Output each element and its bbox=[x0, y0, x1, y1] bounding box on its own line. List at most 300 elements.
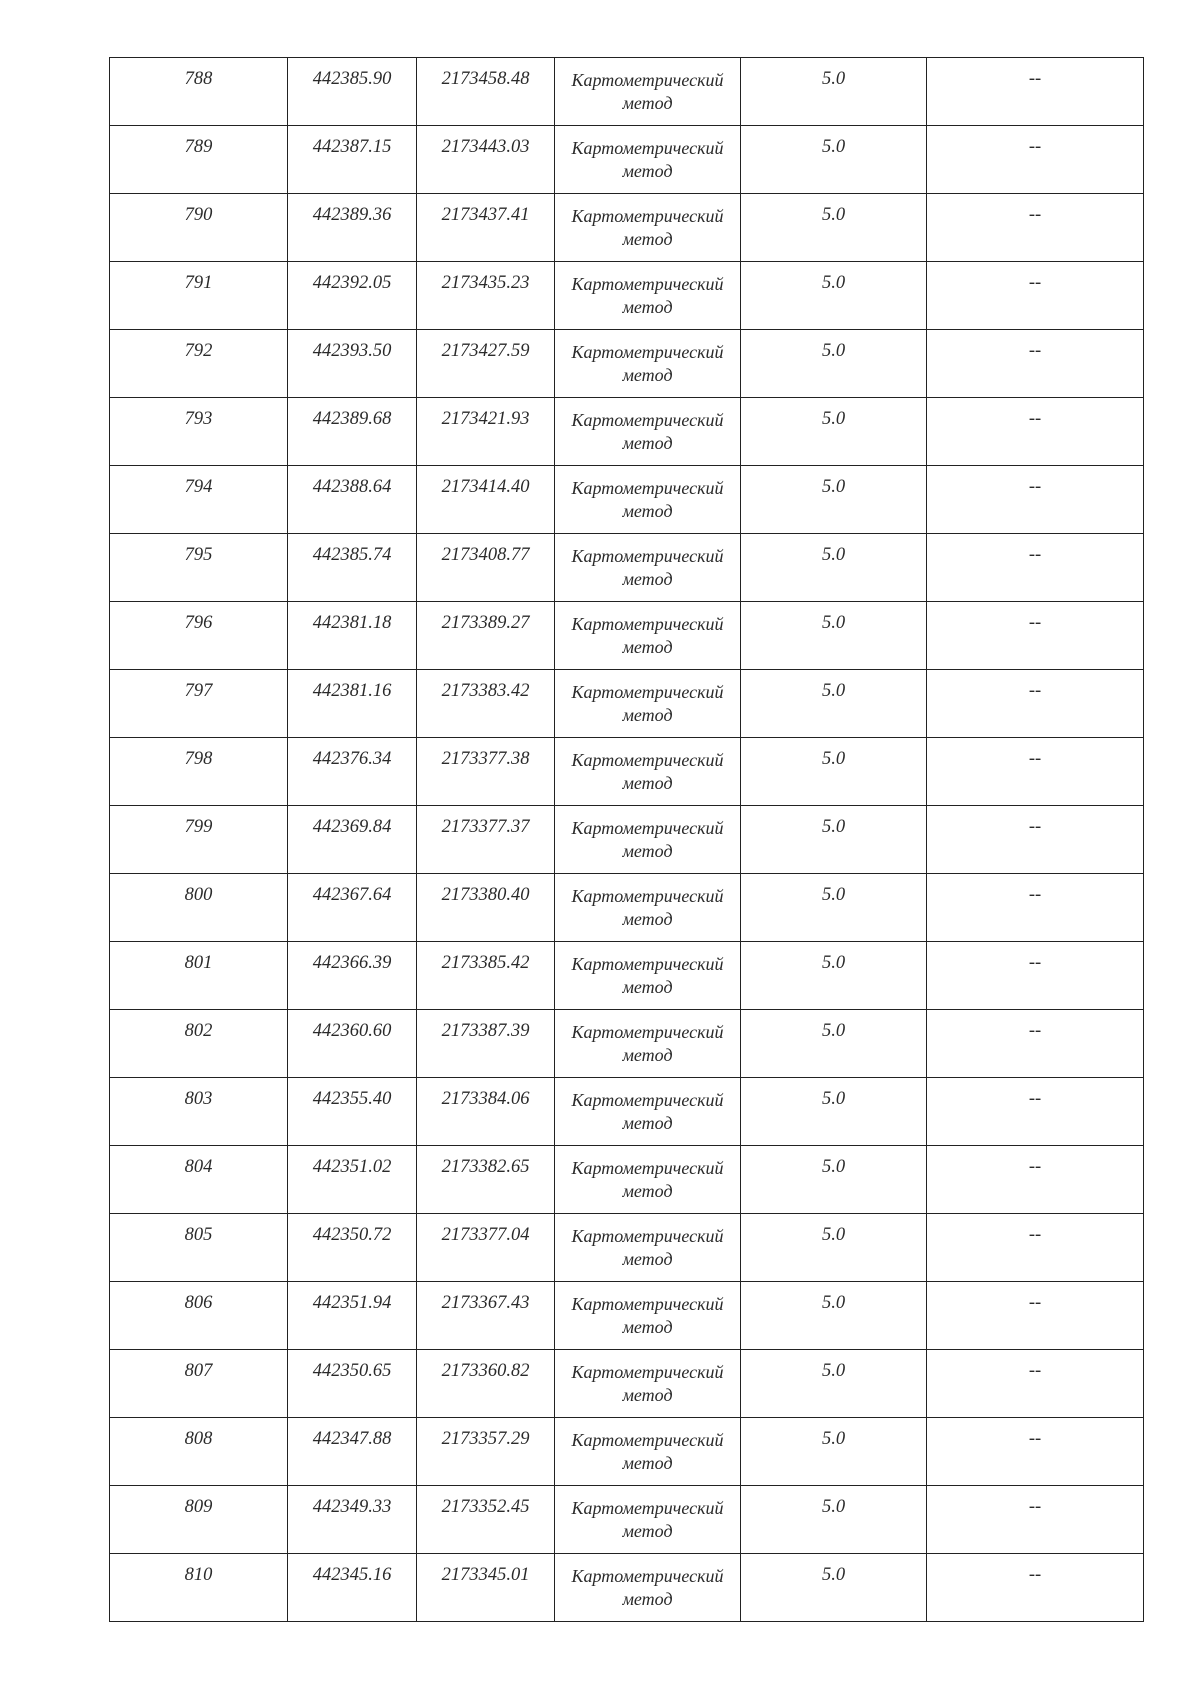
method-cell-text: Картометрический метод bbox=[571, 954, 724, 997]
accuracy-cell bbox=[741, 1418, 927, 1486]
table-row bbox=[110, 806, 1144, 874]
x-coordinate-cell bbox=[288, 602, 417, 670]
point-number-cell bbox=[110, 262, 288, 330]
method-cell bbox=[555, 126, 741, 194]
accuracy-cell-text: 5.0 bbox=[821, 885, 846, 905]
accuracy-cell bbox=[741, 1010, 927, 1078]
point-number-cell bbox=[110, 398, 288, 466]
point-number-cell bbox=[110, 1010, 288, 1078]
y-coordinate-cell bbox=[417, 1486, 555, 1554]
point-number-cell bbox=[110, 1486, 288, 1554]
accuracy-cell bbox=[741, 602, 927, 670]
note-cell bbox=[927, 738, 1144, 806]
accuracy-cell bbox=[741, 466, 927, 534]
method-cell bbox=[555, 1214, 741, 1282]
point-number-cell-text: 800 bbox=[184, 885, 213, 905]
note-cell-text: -- bbox=[1028, 885, 1042, 905]
x-coordinate-cell-text: 442392.05 bbox=[312, 273, 392, 293]
accuracy-cell bbox=[741, 1078, 927, 1146]
note-cell-text: -- bbox=[1028, 477, 1042, 497]
note-cell-text: -- bbox=[1028, 953, 1042, 973]
y-coordinate-cell-text: 2173357.29 bbox=[441, 1429, 530, 1449]
table-row bbox=[110, 942, 1144, 1010]
table-row bbox=[110, 738, 1144, 806]
note-cell bbox=[927, 126, 1144, 194]
accuracy-cell bbox=[741, 398, 927, 466]
y-coordinate-cell-text: 2173380.40 bbox=[441, 885, 530, 905]
note-cell-text: -- bbox=[1028, 1021, 1042, 1041]
accuracy-cell bbox=[741, 942, 927, 1010]
method-cell bbox=[555, 330, 741, 398]
x-coordinate-cell-text: 442389.36 bbox=[312, 205, 392, 225]
accuracy-cell bbox=[741, 1350, 927, 1418]
accuracy-cell-text: 5.0 bbox=[821, 1429, 846, 1449]
point-number-cell bbox=[110, 1418, 288, 1486]
accuracy-cell bbox=[741, 262, 927, 330]
note-cell-text: -- bbox=[1028, 273, 1042, 293]
method-cell bbox=[555, 602, 741, 670]
x-coordinate-cell-text: 442376.34 bbox=[312, 749, 392, 769]
y-coordinate-cell bbox=[417, 602, 555, 670]
accuracy-cell-text: 5.0 bbox=[821, 1021, 846, 1041]
note-cell-text: -- bbox=[1028, 749, 1042, 769]
x-coordinate-cell-text: 442381.18 bbox=[312, 613, 392, 633]
x-coordinate-cell-text: 442366.39 bbox=[312, 953, 392, 973]
y-coordinate-cell bbox=[417, 126, 555, 194]
y-coordinate-cell bbox=[417, 58, 555, 126]
table-row bbox=[110, 466, 1144, 534]
accuracy-cell-text: 5.0 bbox=[821, 409, 846, 429]
method-cell-text: Картометрический метод bbox=[571, 682, 724, 725]
method-cell bbox=[555, 194, 741, 262]
method-cell bbox=[555, 1486, 741, 1554]
table-row bbox=[110, 126, 1144, 194]
y-coordinate-cell-text: 2173352.45 bbox=[441, 1497, 530, 1517]
point-number-cell-text: 808 bbox=[184, 1429, 213, 1449]
x-coordinate-cell-text: 442385.74 bbox=[312, 545, 392, 565]
table-row bbox=[110, 1282, 1144, 1350]
x-coordinate-cell-text: 442369.84 bbox=[312, 817, 392, 837]
method-cell-text: Картометрический метод bbox=[571, 1294, 724, 1337]
y-coordinate-cell-text: 2173435.23 bbox=[441, 273, 530, 293]
accuracy-cell-text: 5.0 bbox=[821, 273, 846, 293]
y-coordinate-cell bbox=[417, 1350, 555, 1418]
accuracy-cell bbox=[741, 58, 927, 126]
x-coordinate-cell-text: 442389.68 bbox=[312, 409, 392, 429]
y-coordinate-cell bbox=[417, 534, 555, 602]
note-cell-text: -- bbox=[1028, 613, 1042, 633]
accuracy-cell bbox=[741, 534, 927, 602]
note-cell bbox=[927, 1010, 1144, 1078]
method-cell bbox=[555, 942, 741, 1010]
point-number-cell bbox=[110, 126, 288, 194]
note-cell-text: -- bbox=[1028, 137, 1042, 157]
y-coordinate-cell bbox=[417, 330, 555, 398]
method-cell-text: Картометрический метод bbox=[571, 1430, 724, 1473]
note-cell bbox=[927, 602, 1144, 670]
accuracy-cell bbox=[741, 194, 927, 262]
accuracy-cell bbox=[741, 1282, 927, 1350]
point-number-cell bbox=[110, 1282, 288, 1350]
point-number-cell-text: 806 bbox=[184, 1293, 213, 1313]
method-cell-text: Картометрический метод bbox=[571, 1158, 724, 1201]
method-cell-text: Картометрический метод bbox=[571, 818, 724, 861]
y-coordinate-cell bbox=[417, 466, 555, 534]
point-number-cell bbox=[110, 942, 288, 1010]
note-cell bbox=[927, 398, 1144, 466]
accuracy-cell bbox=[741, 874, 927, 942]
point-number-cell bbox=[110, 194, 288, 262]
accuracy-cell bbox=[741, 1146, 927, 1214]
y-coordinate-cell-text: 2173385.42 bbox=[441, 953, 530, 973]
x-coordinate-cell-text: 442350.72 bbox=[312, 1225, 392, 1245]
x-coordinate-cell bbox=[288, 1146, 417, 1214]
y-coordinate-cell-text: 2173384.06 bbox=[441, 1089, 530, 1109]
accuracy-cell-text: 5.0 bbox=[821, 1497, 846, 1517]
accuracy-cell bbox=[741, 806, 927, 874]
y-coordinate-cell bbox=[417, 262, 555, 330]
note-cell-text: -- bbox=[1028, 1157, 1042, 1177]
method-cell-text: Картометрический метод bbox=[571, 1566, 724, 1609]
method-cell bbox=[555, 1078, 741, 1146]
accuracy-cell bbox=[741, 1486, 927, 1554]
table-row bbox=[110, 1418, 1144, 1486]
x-coordinate-cell bbox=[288, 1214, 417, 1282]
method-cell-text: Картометрический метод bbox=[571, 206, 724, 249]
x-coordinate-cell-text: 442351.94 bbox=[312, 1293, 392, 1313]
y-coordinate-cell-text: 2173389.27 bbox=[441, 613, 530, 633]
note-cell bbox=[927, 330, 1144, 398]
table-row bbox=[110, 602, 1144, 670]
table-row bbox=[110, 194, 1144, 262]
note-cell bbox=[927, 1350, 1144, 1418]
note-cell bbox=[927, 670, 1144, 738]
note-cell-text: -- bbox=[1028, 1497, 1042, 1517]
method-cell-text: Картометрический метод bbox=[571, 274, 724, 317]
y-coordinate-cell-text: 2173377.37 bbox=[441, 817, 530, 837]
method-cell bbox=[555, 806, 741, 874]
note-cell bbox=[927, 466, 1144, 534]
accuracy-cell-text: 5.0 bbox=[821, 1157, 846, 1177]
x-coordinate-cell bbox=[288, 194, 417, 262]
x-coordinate-cell bbox=[288, 1010, 417, 1078]
y-coordinate-cell bbox=[417, 1418, 555, 1486]
note-cell bbox=[927, 194, 1144, 262]
y-coordinate-cell-text: 2173377.04 bbox=[441, 1225, 530, 1245]
point-number-cell-text: 792 bbox=[184, 341, 213, 361]
accuracy-cell-text: 5.0 bbox=[821, 749, 846, 769]
note-cell-text: -- bbox=[1028, 69, 1042, 89]
method-cell-text: Картометрический метод bbox=[571, 70, 724, 113]
method-cell bbox=[555, 466, 741, 534]
point-number-cell-text: 789 bbox=[184, 137, 213, 157]
x-coordinate-cell bbox=[288, 1486, 417, 1554]
accuracy-cell-text: 5.0 bbox=[821, 205, 846, 225]
x-coordinate-cell bbox=[288, 1078, 417, 1146]
note-cell bbox=[927, 1282, 1144, 1350]
accuracy-cell-text: 5.0 bbox=[821, 953, 846, 973]
method-cell bbox=[555, 1010, 741, 1078]
point-number-cell bbox=[110, 738, 288, 806]
y-coordinate-cell-text: 2173345.01 bbox=[441, 1565, 530, 1585]
accuracy-cell bbox=[741, 1554, 927, 1622]
note-cell bbox=[927, 1486, 1144, 1554]
note-cell bbox=[927, 1214, 1144, 1282]
table-row bbox=[110, 398, 1144, 466]
method-cell bbox=[555, 1418, 741, 1486]
method-cell-text: Картометрический метод bbox=[571, 410, 724, 453]
accuracy-cell-text: 5.0 bbox=[821, 1361, 846, 1381]
x-coordinate-cell-text: 442355.40 bbox=[312, 1089, 392, 1109]
x-coordinate-cell-text: 442351.02 bbox=[312, 1157, 392, 1177]
table-row bbox=[110, 874, 1144, 942]
x-coordinate-cell-text: 442387.15 bbox=[312, 137, 392, 157]
x-coordinate-cell-text: 442381.16 bbox=[312, 681, 392, 701]
method-cell-text: Картометрический метод bbox=[571, 342, 724, 385]
y-coordinate-cell-text: 2173383.42 bbox=[441, 681, 530, 701]
accuracy-cell-text: 5.0 bbox=[821, 137, 846, 157]
y-coordinate-cell-text: 2173421.93 bbox=[441, 409, 530, 429]
x-coordinate-cell bbox=[288, 670, 417, 738]
table-row bbox=[110, 1078, 1144, 1146]
y-coordinate-cell bbox=[417, 670, 555, 738]
note-cell bbox=[927, 1078, 1144, 1146]
y-coordinate-cell bbox=[417, 1554, 555, 1622]
x-coordinate-cell bbox=[288, 398, 417, 466]
x-coordinate-cell bbox=[288, 58, 417, 126]
point-number-cell-text: 809 bbox=[184, 1497, 213, 1517]
table-row bbox=[110, 1486, 1144, 1554]
method-cell-text: Картометрический метод bbox=[571, 1022, 724, 1065]
point-number-cell-text: 796 bbox=[184, 613, 213, 633]
y-coordinate-cell-text: 2173427.59 bbox=[441, 341, 530, 361]
point-number-cell-text: 807 bbox=[184, 1361, 213, 1381]
point-number-cell-text: 798 bbox=[184, 749, 213, 769]
note-cell-text: -- bbox=[1028, 817, 1042, 837]
accuracy-cell bbox=[741, 126, 927, 194]
y-coordinate-cell bbox=[417, 806, 555, 874]
note-cell-text: -- bbox=[1028, 341, 1042, 361]
accuracy-cell-text: 5.0 bbox=[821, 817, 846, 837]
x-coordinate-cell bbox=[288, 738, 417, 806]
point-number-cell bbox=[110, 670, 288, 738]
point-number-cell bbox=[110, 534, 288, 602]
table-row bbox=[110, 58, 1144, 126]
x-coordinate-cell-text: 442385.90 bbox=[312, 69, 392, 89]
note-cell-text: -- bbox=[1028, 409, 1042, 429]
x-coordinate-cell-text: 442349.33 bbox=[312, 1497, 392, 1517]
point-number-cell bbox=[110, 58, 288, 126]
accuracy-cell-text: 5.0 bbox=[821, 681, 846, 701]
note-cell bbox=[927, 942, 1144, 1010]
y-coordinate-cell-text: 2173458.48 bbox=[441, 69, 530, 89]
note-cell-text: -- bbox=[1028, 1429, 1042, 1449]
x-coordinate-cell bbox=[288, 1350, 417, 1418]
table-row bbox=[110, 534, 1144, 602]
note-cell bbox=[927, 1418, 1144, 1486]
note-cell bbox=[927, 874, 1144, 942]
method-cell bbox=[555, 1146, 741, 1214]
x-coordinate-cell bbox=[288, 262, 417, 330]
coordinates-table-body bbox=[110, 58, 1144, 1622]
accuracy-cell bbox=[741, 738, 927, 806]
method-cell bbox=[555, 58, 741, 126]
note-cell-text: -- bbox=[1028, 1225, 1042, 1245]
y-coordinate-cell bbox=[417, 1078, 555, 1146]
method-cell bbox=[555, 262, 741, 330]
table-row bbox=[110, 670, 1144, 738]
x-coordinate-cell-text: 442347.88 bbox=[312, 1429, 392, 1449]
y-coordinate-cell-text: 2173414.40 bbox=[441, 477, 530, 497]
point-number-cell-text: 801 bbox=[184, 953, 213, 973]
x-coordinate-cell bbox=[288, 942, 417, 1010]
coordinates-table bbox=[109, 57, 1144, 1622]
accuracy-cell-text: 5.0 bbox=[821, 545, 846, 565]
accuracy-cell bbox=[741, 1214, 927, 1282]
accuracy-cell bbox=[741, 670, 927, 738]
x-coordinate-cell bbox=[288, 1282, 417, 1350]
point-number-cell-text: 795 bbox=[184, 545, 213, 565]
table-row bbox=[110, 1554, 1144, 1622]
point-number-cell-text: 793 bbox=[184, 409, 213, 429]
x-coordinate-cell bbox=[288, 126, 417, 194]
x-coordinate-cell bbox=[288, 1554, 417, 1622]
note-cell bbox=[927, 534, 1144, 602]
note-cell-text: -- bbox=[1028, 205, 1042, 225]
note-cell-text: -- bbox=[1028, 1565, 1042, 1585]
note-cell bbox=[927, 1554, 1144, 1622]
y-coordinate-cell-text: 2173387.39 bbox=[441, 1021, 530, 1041]
point-number-cell bbox=[110, 874, 288, 942]
point-number-cell bbox=[110, 1214, 288, 1282]
y-coordinate-cell-text: 2173367.43 bbox=[441, 1293, 530, 1313]
table-row bbox=[110, 330, 1144, 398]
y-coordinate-cell-text: 2173437.41 bbox=[441, 205, 530, 225]
method-cell-text: Картометрический метод bbox=[571, 138, 724, 181]
point-number-cell bbox=[110, 806, 288, 874]
point-number-cell-text: 803 bbox=[184, 1089, 213, 1109]
point-number-cell-text: 794 bbox=[184, 477, 213, 497]
x-coordinate-cell-text: 442345.16 bbox=[312, 1565, 392, 1585]
y-coordinate-cell bbox=[417, 1214, 555, 1282]
point-number-cell-text: 799 bbox=[184, 817, 213, 837]
accuracy-cell-text: 5.0 bbox=[821, 613, 846, 633]
point-number-cell bbox=[110, 330, 288, 398]
x-coordinate-cell bbox=[288, 534, 417, 602]
y-coordinate-cell bbox=[417, 874, 555, 942]
note-cell-text: -- bbox=[1028, 545, 1042, 565]
accuracy-cell-text: 5.0 bbox=[821, 341, 846, 361]
point-number-cell-text: 797 bbox=[184, 681, 213, 701]
y-coordinate-cell bbox=[417, 194, 555, 262]
table-row bbox=[110, 1146, 1144, 1214]
method-cell-text: Картометрический метод bbox=[571, 1090, 724, 1133]
note-cell bbox=[927, 58, 1144, 126]
method-cell bbox=[555, 738, 741, 806]
method-cell-text: Картометрический метод bbox=[571, 614, 724, 657]
x-coordinate-cell-text: 442367.64 bbox=[312, 885, 392, 905]
method-cell-text: Картометрический метод bbox=[571, 886, 724, 929]
method-cell-text: Картометрический метод bbox=[571, 546, 724, 589]
x-coordinate-cell-text: 442388.64 bbox=[312, 477, 392, 497]
table-row bbox=[110, 1350, 1144, 1418]
x-coordinate-cell bbox=[288, 330, 417, 398]
accuracy-cell-text: 5.0 bbox=[821, 69, 846, 89]
point-number-cell-text: 802 bbox=[184, 1021, 213, 1041]
method-cell bbox=[555, 670, 741, 738]
y-coordinate-cell bbox=[417, 398, 555, 466]
point-number-cell-text: 790 bbox=[184, 205, 213, 225]
method-cell bbox=[555, 534, 741, 602]
y-coordinate-cell bbox=[417, 1146, 555, 1214]
method-cell bbox=[555, 398, 741, 466]
x-coordinate-cell bbox=[288, 1418, 417, 1486]
point-number-cell-text: 805 bbox=[184, 1225, 213, 1245]
y-coordinate-cell-text: 2173382.65 bbox=[441, 1157, 530, 1177]
method-cell bbox=[555, 1282, 741, 1350]
y-coordinate-cell-text: 2173408.77 bbox=[441, 545, 530, 565]
method-cell-text: Картометрический метод bbox=[571, 1498, 724, 1541]
note-cell bbox=[927, 1146, 1144, 1214]
y-coordinate-cell bbox=[417, 1010, 555, 1078]
y-coordinate-cell-text: 2173360.82 bbox=[441, 1361, 530, 1381]
point-number-cell-text: 810 bbox=[184, 1565, 213, 1585]
x-coordinate-cell bbox=[288, 806, 417, 874]
note-cell-text: -- bbox=[1028, 1361, 1042, 1381]
point-number-cell bbox=[110, 466, 288, 534]
x-coordinate-cell-text: 442360.60 bbox=[312, 1021, 392, 1041]
note-cell-text: -- bbox=[1028, 1089, 1042, 1109]
x-coordinate-cell-text: 442393.50 bbox=[312, 341, 392, 361]
method-cell-text: Картометрический метод bbox=[571, 750, 724, 793]
point-number-cell bbox=[110, 1554, 288, 1622]
table-row bbox=[110, 1010, 1144, 1078]
point-number-cell-text: 788 bbox=[184, 69, 213, 89]
x-coordinate-cell bbox=[288, 874, 417, 942]
table-row bbox=[110, 1214, 1144, 1282]
note-cell bbox=[927, 806, 1144, 874]
point-number-cell bbox=[110, 1350, 288, 1418]
point-number-cell-text: 804 bbox=[184, 1157, 213, 1177]
note-cell bbox=[927, 262, 1144, 330]
note-cell-text: -- bbox=[1028, 1293, 1042, 1313]
accuracy-cell-text: 5.0 bbox=[821, 1293, 846, 1313]
accuracy-cell-text: 5.0 bbox=[821, 1565, 846, 1585]
point-number-cell bbox=[110, 602, 288, 670]
y-coordinate-cell bbox=[417, 738, 555, 806]
y-coordinate-cell bbox=[417, 942, 555, 1010]
point-number-cell bbox=[110, 1146, 288, 1214]
point-number-cell-text: 791 bbox=[184, 273, 213, 293]
table-row bbox=[110, 262, 1144, 330]
accuracy-cell-text: 5.0 bbox=[821, 1225, 846, 1245]
y-coordinate-cell-text: 2173443.03 bbox=[441, 137, 530, 157]
accuracy-cell-text: 5.0 bbox=[821, 1089, 846, 1109]
method-cell-text: Картометрический метод bbox=[571, 1226, 724, 1269]
accuracy-cell-text: 5.0 bbox=[821, 477, 846, 497]
method-cell bbox=[555, 874, 741, 942]
method-cell bbox=[555, 1554, 741, 1622]
point-number-cell bbox=[110, 1078, 288, 1146]
accuracy-cell bbox=[741, 330, 927, 398]
y-coordinate-cell bbox=[417, 1282, 555, 1350]
x-coordinate-cell bbox=[288, 466, 417, 534]
method-cell bbox=[555, 1350, 741, 1418]
note-cell-text: -- bbox=[1028, 681, 1042, 701]
y-coordinate-cell-text: 2173377.38 bbox=[441, 749, 530, 769]
x-coordinate-cell-text: 442350.65 bbox=[312, 1361, 392, 1381]
method-cell-text: Картометрический метод bbox=[571, 1362, 724, 1405]
